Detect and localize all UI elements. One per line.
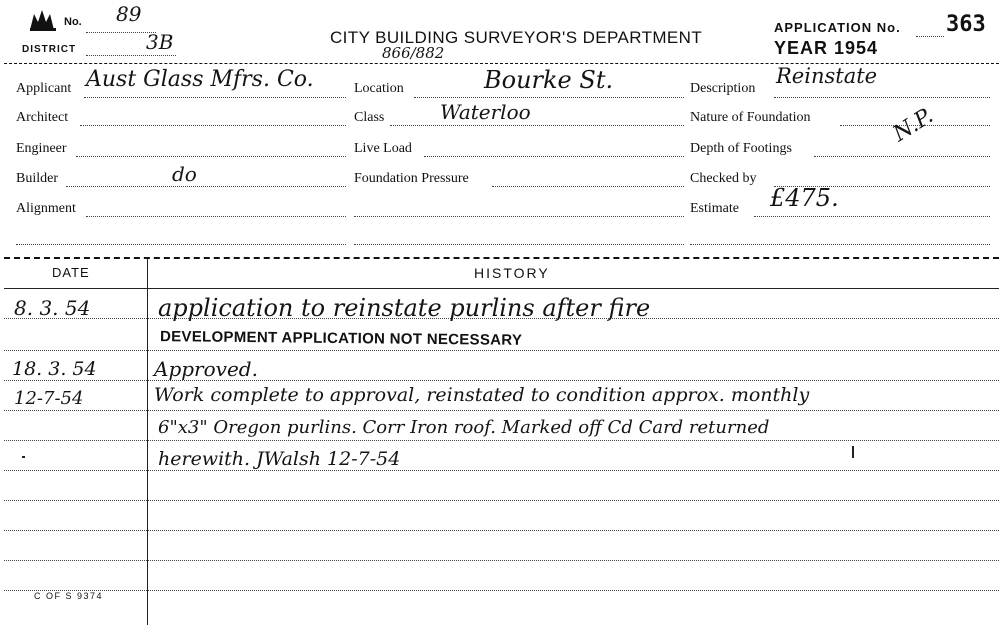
application-no-value: 363 [946, 12, 986, 37]
history-text: Approved. [154, 357, 258, 381]
history-top-rule [4, 257, 999, 259]
district-label: DISTRICT [22, 44, 77, 55]
history-date: 18. 3. 54 [12, 358, 97, 380]
checked-by-label: Checked by [690, 171, 757, 186]
reference-numbers: 866/882 [382, 44, 445, 62]
district-value: 3B [146, 30, 174, 54]
margin-mark [22, 456, 25, 458]
margin-mark [852, 446, 854, 458]
department-title: CITY BUILDING SURVEYOR'S DEPARTMENT [330, 28, 703, 47]
alignment-label: Alignment [16, 201, 76, 216]
card-no-label: No. [64, 16, 82, 28]
location-label: Location [354, 81, 404, 96]
date-column-divider [147, 258, 148, 625]
foundation-pressure-label: Foundation Pressure [354, 171, 469, 186]
date-column-header: DATE [52, 265, 90, 280]
engineer-label: Engineer [16, 141, 67, 156]
header-rule [4, 288, 999, 289]
depth-of-footings-label: Depth of Footings [690, 141, 792, 156]
description-label: Description [690, 81, 756, 96]
history-column-header: HISTORY [474, 265, 550, 281]
history-text: application to reinstate purlins after fire [158, 294, 651, 322]
applicant-value: Aust Glass Mfrs. Co. [86, 67, 314, 92]
development-stamp: DEVELOPMENT APPLICATION NOT NECESSARY [159, 328, 523, 349]
card-no-value: 89 [116, 2, 142, 26]
location-value: Bourke St. [484, 66, 614, 94]
year-label: YEAR 1954 [774, 38, 879, 58]
history-text: Work complete to approval, reinstated to condition approx. monthly [154, 384, 810, 406]
estimate-label: Estimate [690, 201, 739, 216]
council-crest-logo [28, 8, 62, 32]
form-code: C OF S 9374 [34, 591, 104, 601]
builder-value: do [172, 162, 197, 186]
depth-of-footings-value: N.P. [888, 103, 938, 147]
description-value: Reinstate [776, 64, 878, 88]
history-text: herewith. JWalsh 12-7-54 [158, 448, 401, 470]
live-load-label: Live Load [354, 141, 412, 156]
history-date: 12-7-54 [14, 388, 84, 409]
applicant-label: Applicant [16, 81, 72, 96]
class-value: Waterloo [440, 100, 531, 124]
history-text: 6"x3" Oregon purlins. Corr Iron roof. Marked off Cd Card returned [158, 417, 770, 438]
application-no-label: APPLICATION No. [774, 20, 901, 35]
class-label: Class [354, 110, 385, 125]
history-date: 8. 3. 54 [14, 296, 91, 320]
nature-of-foundation-label: Nature of Foundation [690, 110, 811, 125]
estimate-value: £475. [770, 184, 839, 212]
builder-label: Builder [16, 171, 58, 186]
architect-label: Architect [16, 110, 69, 125]
